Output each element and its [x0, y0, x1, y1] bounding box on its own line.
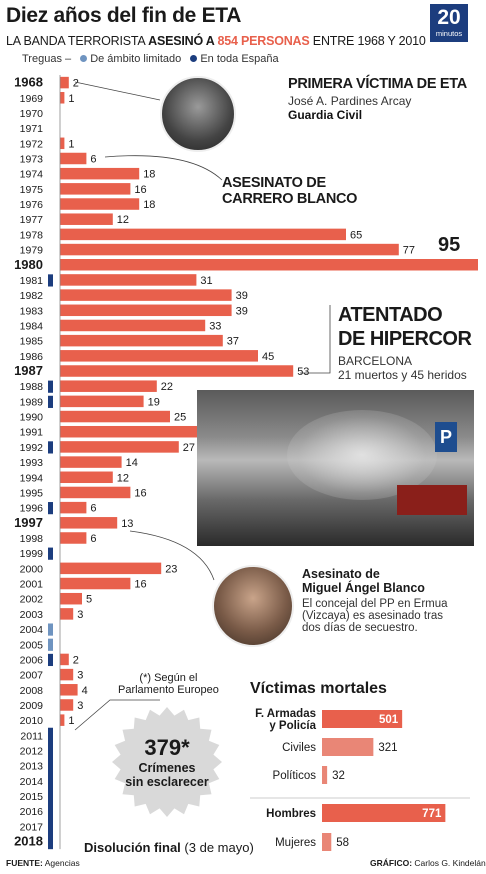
year-label-1992: 1992 [19, 441, 43, 454]
year-label-1977: 1977 [19, 214, 43, 227]
legend: Treguas – De ámbito limitado En toda España [22, 53, 279, 65]
subtitle: LA BANDA TERRORISTA ASESINÓ A 854 PERSONAS ENTRE 1968 Y 2010 [6, 34, 426, 48]
victims-label-4: Mujeres [275, 837, 316, 849]
value-label-1986: 45 [262, 350, 275, 363]
year-label-2017: 2017 [19, 821, 43, 834]
year-label-2009: 2009 [19, 699, 43, 712]
year-label-1994: 1994 [19, 472, 43, 485]
value-label-2000: 23 [165, 563, 178, 576]
unsolved-crimes: 379* Crímenes sin esclarecer [125, 735, 209, 789]
value-label-2010: 1 [68, 715, 75, 728]
truce-marker-1989 [48, 396, 53, 408]
bar-2006 [60, 654, 69, 666]
value-label-2001: 16 [134, 578, 147, 591]
bar-1975 [60, 183, 130, 195]
bar-1994 [60, 472, 113, 484]
victims-label-1: Civiles [282, 742, 316, 754]
leader-primera [75, 82, 160, 100]
bar-1979 [60, 244, 399, 256]
year-label-2011: 2011 [20, 730, 43, 743]
bar-1993 [60, 456, 122, 468]
bar-1974 [60, 168, 139, 180]
value-label-1996: 6 [90, 502, 97, 515]
year-label-1975: 1975 [19, 183, 43, 196]
value-label-1972: 1 [68, 138, 75, 151]
footer-source: FUENTE: Agencias [6, 858, 80, 868]
bar-2008 [60, 684, 78, 696]
value-label-2007: 3 [77, 669, 84, 682]
year-label-2006: 2006 [19, 654, 43, 667]
hipercor-photo: P [197, 390, 474, 546]
year-label-1999: 1999 [19, 548, 43, 561]
value-label-1992: 27 [182, 441, 196, 454]
year-label-2007: 2007 [19, 669, 43, 682]
year-label-1985: 1985 [19, 335, 43, 348]
value-label-1993: 14 [125, 457, 138, 470]
victims-label2-0: y Policía [269, 720, 316, 732]
victims-value-0: 501 [378, 714, 399, 726]
truce-marker-1981 [48, 274, 53, 286]
bar-1992 [60, 441, 179, 453]
year-label-2003: 2003 [19, 608, 43, 621]
20minutos-logo: 20 minutos [430, 4, 468, 42]
bar-1973 [60, 153, 86, 165]
value-label-1968: 2 [72, 77, 79, 90]
value-label-1979: 77 [402, 244, 416, 257]
value-label-1988: 22 [160, 381, 174, 394]
year-label-1970: 1970 [19, 107, 43, 120]
value-label-1985: 37 [226, 335, 240, 348]
bar-1998 [60, 532, 86, 544]
bar-2001 [60, 578, 130, 590]
year-label-2012: 2012 [19, 745, 43, 758]
year-label-1968: 1968 [14, 74, 43, 90]
year-label-1974: 1974 [19, 168, 43, 181]
year-label-1990: 1990 [19, 411, 43, 424]
truce-marker-2006 [48, 654, 53, 666]
year-label-2000: 2000 [19, 563, 43, 576]
annotation-hipercor: ATENTADO DE HIPERCOR BARCELONA 21 muertos y 45 heridos [338, 304, 472, 382]
bar-1983 [60, 305, 232, 317]
truce-marker-1999 [48, 548, 53, 560]
year-label-1969: 1969 [19, 92, 43, 105]
bar-1995 [60, 487, 130, 499]
year-label-1976: 1976 [19, 199, 43, 212]
year-label-2015: 2015 [19, 791, 43, 804]
victims-label-3: Hombres [266, 808, 316, 820]
bar-1987 [60, 365, 293, 377]
truce-marker-1988 [48, 381, 53, 393]
value-label-1995: 16 [134, 487, 147, 500]
year-label-2004: 2004 [19, 624, 43, 637]
year-label-1995: 1995 [19, 487, 43, 500]
bar-1976 [60, 198, 139, 210]
bar-2002 [60, 593, 82, 605]
year-label-1981: 1981 [19, 274, 43, 287]
value-label-2002: 5 [86, 593, 93, 606]
victims-bar-2 [322, 766, 327, 784]
footer-credit: GRÁFICO: Carlos G. Kindelán [370, 858, 486, 868]
bar-2009 [60, 699, 73, 711]
value-label-1976: 18 [143, 199, 156, 212]
value-label-2003: 3 [77, 608, 84, 621]
annotation-blanco: Asesinato de Miguel Ángel Blanco El concejal del PP en Ermua (Vizcaya) es asesinado tras dos días de secuestro. [302, 567, 448, 634]
bar-1986 [60, 350, 258, 362]
bar-2007 [60, 669, 73, 681]
bar-1980 [60, 259, 478, 271]
year-label-1984: 1984 [19, 320, 43, 333]
value-label-1983: 39 [235, 305, 248, 318]
bar-1972 [60, 138, 64, 150]
bar-1988 [60, 380, 157, 392]
value-label-1998: 6 [90, 532, 97, 545]
year-label-2013: 2013 [19, 760, 43, 773]
bar-1982 [60, 289, 232, 301]
value-label-1974: 18 [143, 168, 156, 181]
victims-label-0: F. Armadas [255, 708, 316, 720]
victims-title: Víctimas mortales [250, 680, 387, 697]
year-label-1987: 1987 [14, 363, 43, 379]
victims-value-3: 771 [422, 808, 442, 820]
year-label-1993: 1993 [19, 457, 43, 470]
value-label-1981: 31 [200, 274, 213, 287]
year-label-2005: 2005 [19, 639, 43, 652]
value-label-1989: 19 [147, 396, 160, 409]
year-label-1997: 1997 [14, 514, 43, 530]
bar-1989 [60, 396, 144, 408]
truce-marker-1992 [48, 441, 53, 453]
year-label-2016: 2016 [19, 806, 43, 819]
value-label-1975: 16 [134, 183, 147, 196]
year-label-1991: 1991 [19, 426, 43, 439]
year-label-2018: 2018 [14, 833, 43, 849]
year-label-1986: 1986 [19, 350, 43, 363]
year-label-2001: 2001 [19, 578, 43, 591]
truce-marker-2005 [48, 639, 53, 651]
value-label-1984: 33 [209, 320, 222, 333]
truce-marker-1996 [48, 502, 53, 514]
leader-hipercor [300, 305, 330, 373]
year-label-1989: 1989 [19, 396, 43, 409]
year-label-2014: 2014 [19, 775, 43, 788]
year-label-2002: 2002 [19, 593, 43, 606]
bar-1968 [60, 77, 69, 89]
year-label-1972: 1972 [19, 138, 43, 151]
annotation-primera: PRIMERA VÍCTIMA DE ETA José A. Pardines Arcay Guardia Civil [288, 76, 467, 122]
victims-bar-4 [322, 833, 331, 851]
victims-value-4: 58 [336, 837, 350, 849]
year-label-1978: 1978 [19, 229, 43, 242]
parlamento-note: (*) Según el Parlamento Europeo [118, 672, 219, 696]
year-label-1979: 1979 [19, 244, 43, 257]
value-label-1977: 12 [116, 214, 130, 227]
bar-1981 [60, 274, 196, 286]
bar-1969 [60, 92, 64, 104]
value-label-1982: 39 [235, 290, 248, 303]
value-label-2008: 4 [81, 684, 88, 697]
victims-label-2: Políticos [272, 770, 316, 782]
value-label-1969: 1 [68, 92, 75, 105]
bar-1984 [60, 320, 205, 332]
year-label-1988: 1988 [19, 381, 43, 394]
value-label-2006: 2 [72, 654, 79, 667]
value-label-2009: 3 [77, 699, 84, 712]
value-label-1990: 25 [174, 411, 187, 424]
bar-2000 [60, 563, 161, 575]
bar-1997 [60, 517, 117, 529]
year-label-1996: 1996 [19, 502, 43, 515]
value-label-1978: 65 [350, 229, 363, 242]
bar-2003 [60, 608, 73, 620]
victims-bar-1 [322, 738, 373, 756]
value-label-1994: 12 [116, 472, 130, 485]
annotation-carrero: ASESINATO DE CARRERO BLANCO [222, 175, 358, 207]
year-label-2008: 2008 [19, 684, 43, 697]
value-label-1973: 6 [90, 153, 97, 166]
bar-1985 [60, 335, 223, 347]
year-label-1971: 1971 [19, 123, 43, 136]
bar-1996 [60, 502, 86, 514]
page-title: Diez años del fin de ETA [6, 4, 242, 27]
disolucion-label: Disolución final (3 de mayo) [84, 840, 254, 855]
year-label-1983: 1983 [19, 305, 43, 318]
victims-value-2: 32 [332, 770, 345, 782]
max-value-label: 95 [438, 234, 461, 256]
bar-1990 [60, 411, 170, 423]
truce-span-final [48, 728, 53, 849]
year-label-2010: 2010 [19, 715, 43, 728]
year-label-1973: 1973 [19, 153, 43, 166]
value-label-1987: 53 [297, 366, 310, 379]
pardines-photo [160, 76, 236, 152]
bar-1977 [60, 213, 113, 225]
victims-value-1: 321 [378, 742, 398, 754]
value-label-1997: 13 [121, 517, 134, 530]
bar-1978 [60, 229, 346, 241]
year-label-1998: 1998 [19, 532, 43, 545]
bar-2010 [60, 714, 64, 726]
year-label-1980: 1980 [14, 256, 43, 272]
year-label-1982: 1982 [19, 290, 43, 303]
truce-marker-2004 [48, 623, 53, 635]
blanco-photo [212, 565, 294, 647]
